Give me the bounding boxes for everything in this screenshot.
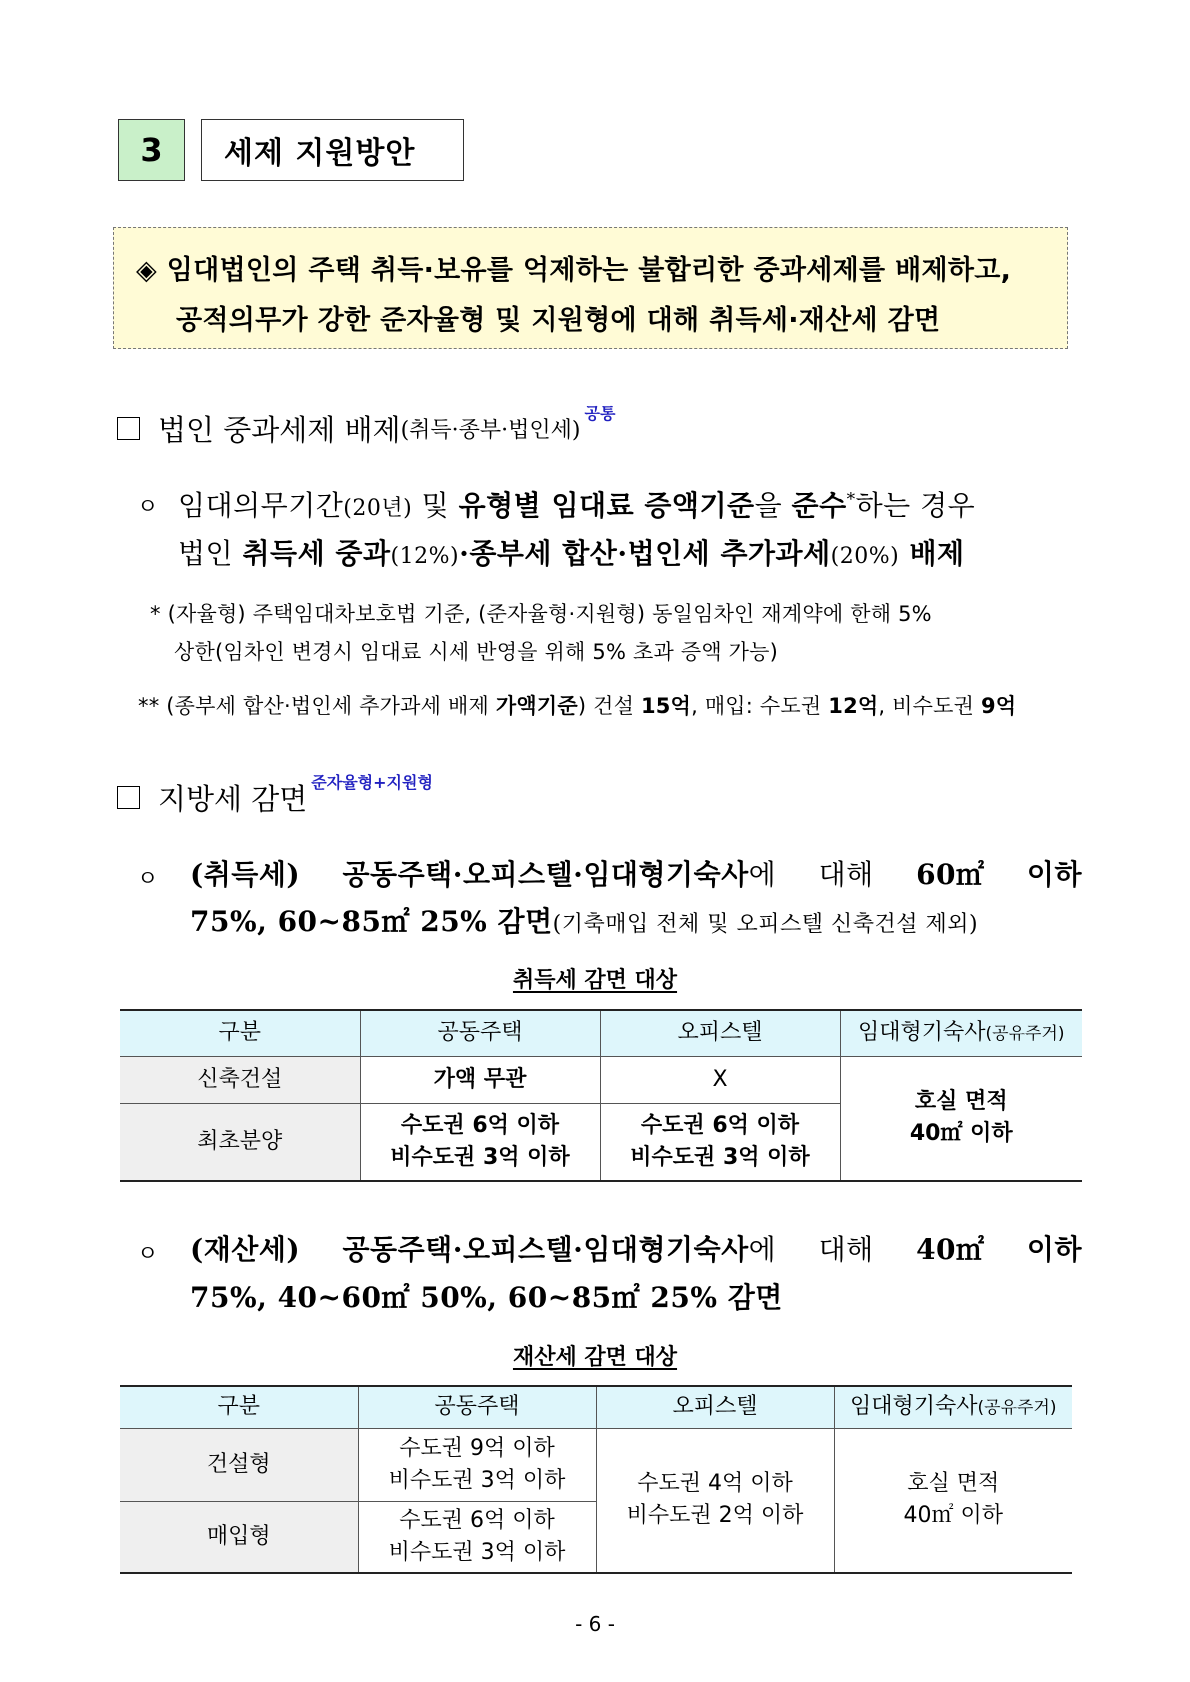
text: (공유주거) <box>985 1023 1065 1044</box>
heading-tag: 공통 <box>584 404 616 423</box>
text: 40㎡ 이하 <box>903 1503 1003 1529</box>
note2 <box>138 690 1016 720</box>
text: 법인 <box>178 537 243 570</box>
table2-header-officetel: 오피스텔 <box>596 1386 834 1428</box>
table2-cell <box>358 1501 596 1573</box>
text: 15억 <box>640 694 692 718</box>
text: , 비수도권 <box>878 694 981 718</box>
text: 대해 <box>818 858 874 891</box>
text: 배제 <box>899 537 965 570</box>
table1-cell <box>600 1103 840 1181</box>
para1-line2 <box>178 532 965 572</box>
text: 이하 <box>1026 858 1082 891</box>
text: (기축매입 전체 및 오피스텔 신축건설 제외) <box>552 912 979 937</box>
heading-local-tax <box>117 773 433 818</box>
summary-line-2: 공적의무가 강한 준자율형 및 지원형에 대해 취득세·재산세 감면 <box>176 305 941 336</box>
table2-cat-purchase: 매입형 <box>120 1501 358 1573</box>
text: ·종부세 합산·법인세 추가과세 <box>459 537 831 570</box>
bullet-icon: ㅇ <box>137 867 159 892</box>
para3-line1 <box>190 1228 1082 1268</box>
note1-line1: * (자율형) 주택임대차보호법 기준, (준자율형·지원형) 동일임차인 재계약에 한해 5% <box>150 602 932 626</box>
text: 75%, 40~60㎡ 50%, 60~85㎡ 25% 감면 <box>190 1281 783 1314</box>
text: , 매입: 수도권 <box>691 694 829 718</box>
text: 공동주택·오피스텔·임대형기숙사 <box>342 1233 749 1266</box>
text: 임대의무기간 <box>178 489 344 522</box>
text: (공유주거) <box>977 1397 1057 1418</box>
table-row <box>120 1428 1072 1501</box>
text: 비수도권 3억 이하 <box>630 1144 810 1170</box>
text: 비수도권 3억 이하 <box>390 1144 570 1170</box>
table-row <box>120 1056 1082 1103</box>
text: (12%) <box>390 544 460 569</box>
text: 수도권 6억 이하 <box>399 1507 555 1533</box>
table1-header-officetel: 오피스텔 <box>600 1010 840 1056</box>
text: 40㎡ 이하 <box>909 1121 1013 1147</box>
text: 을 <box>754 489 792 522</box>
text: (20년) <box>343 496 413 521</box>
text: 에 <box>748 858 777 891</box>
checkbox-square-icon <box>117 786 140 809</box>
heading-tag: 준자율형+지원형 <box>311 773 433 792</box>
heading-corporate-tax <box>117 404 616 449</box>
text: 유형별 임대료 증액기준 <box>458 489 755 522</box>
text: 대해 <box>818 1233 874 1266</box>
text: (20%) <box>830 544 900 569</box>
text: 취득세 중과 <box>242 537 391 570</box>
table1-cell <box>360 1103 600 1181</box>
text: 9억 <box>980 694 1017 718</box>
footnote-mark: * <box>846 489 856 510</box>
table1 <box>120 1009 1082 1182</box>
heading-paren: (취득·종부·법인세) <box>400 418 581 443</box>
table1-merged-cell <box>840 1056 1082 1181</box>
text: 공동주택·오피스텔·임대형기숙사 <box>342 858 749 891</box>
text: 비수도권 3억 이하 <box>388 1539 566 1565</box>
table1-cat-first-sale: 최초분양 <box>120 1103 360 1181</box>
text: 임대형기숙사 <box>850 1393 978 1419</box>
text: 준수 <box>791 489 847 522</box>
text: 비수도권 2억 이하 <box>626 1503 804 1529</box>
bullet-icon: ㅇ <box>137 1242 159 1267</box>
heading-main: 지방세 감면 <box>158 782 308 816</box>
text: 수도권 6억 이하 <box>640 1112 800 1138</box>
text: 수도권 4억 이하 <box>637 1471 793 1497</box>
note1-line2: 상한(임차인 변경시 임대료 시세 반영을 위해 5% 초과 증액 가능) <box>174 640 779 664</box>
table2-header-dormitory <box>834 1386 1072 1428</box>
text: 75%, 60~85㎡ 25% 감면 <box>190 905 553 938</box>
table1-cell: 가액 무관 <box>360 1056 600 1103</box>
bullet-icon: ㅇ <box>137 495 159 520</box>
text: 호실 면적 <box>907 1471 1000 1497</box>
text: 60㎡ <box>916 858 985 891</box>
text: 하는 경우 <box>855 489 976 522</box>
para2-line2 <box>190 900 978 940</box>
heading-main: 법인 중과세제 배제 <box>158 413 401 447</box>
table2-cat-construction: 건설형 <box>120 1428 358 1501</box>
text: (취득세) <box>190 858 301 891</box>
para3-line2 <box>190 1276 783 1316</box>
text: 비수도권 3억 이하 <box>388 1467 566 1493</box>
text: 가액기준 <box>495 694 578 718</box>
page-number: - 6 - <box>575 1612 615 1636</box>
checkbox-square-icon <box>117 417 140 440</box>
section-title: 세제 지원방안 <box>201 119 464 181</box>
table2-caption: 재산세 감면 대상 <box>512 1345 678 1370</box>
text: 40㎡ <box>916 1233 985 1266</box>
text: 임대형기숙사 <box>858 1019 986 1045</box>
table1-cell: X <box>600 1056 840 1103</box>
text: 수도권 6억 이하 <box>400 1112 560 1138</box>
table1-cat-new-build: 신축건설 <box>120 1056 360 1103</box>
table2-header-category: 구분 <box>120 1386 358 1428</box>
text: 및 <box>412 489 459 522</box>
section-number: 3 <box>118 119 185 181</box>
table2-cell <box>358 1428 596 1501</box>
para1-line1 <box>178 484 975 524</box>
text: (재산세) <box>190 1233 301 1266</box>
text: 이하 <box>1026 1233 1082 1266</box>
table2-merged-cell <box>834 1428 1072 1573</box>
para2-line1 <box>190 853 1082 893</box>
table2-officetel-cell <box>596 1428 834 1573</box>
table1-header-dormitory <box>840 1010 1082 1056</box>
text: ** (종부세 합산·법인세 추가과세 배제 <box>138 694 496 718</box>
text: ) 건설 <box>577 694 641 718</box>
summary-box <box>113 227 1068 349</box>
table1-caption: 취득세 감면 대상 <box>512 968 678 993</box>
summary-line-1: ◈ 임대법인의 주택 취득·보유를 억제하는 불합리한 중과세제를 배제하고, <box>136 255 1012 286</box>
text: 수도권 9억 이하 <box>399 1435 555 1461</box>
text: 12억 <box>828 694 879 718</box>
text: 호실 면적 <box>914 1089 1008 1115</box>
table1-header-apartment: 공동주택 <box>360 1010 600 1056</box>
table1-header-category: 구분 <box>120 1010 360 1056</box>
table2 <box>120 1385 1072 1574</box>
table2-header-apartment: 공동주택 <box>358 1386 596 1428</box>
text: 에 <box>748 1233 777 1266</box>
